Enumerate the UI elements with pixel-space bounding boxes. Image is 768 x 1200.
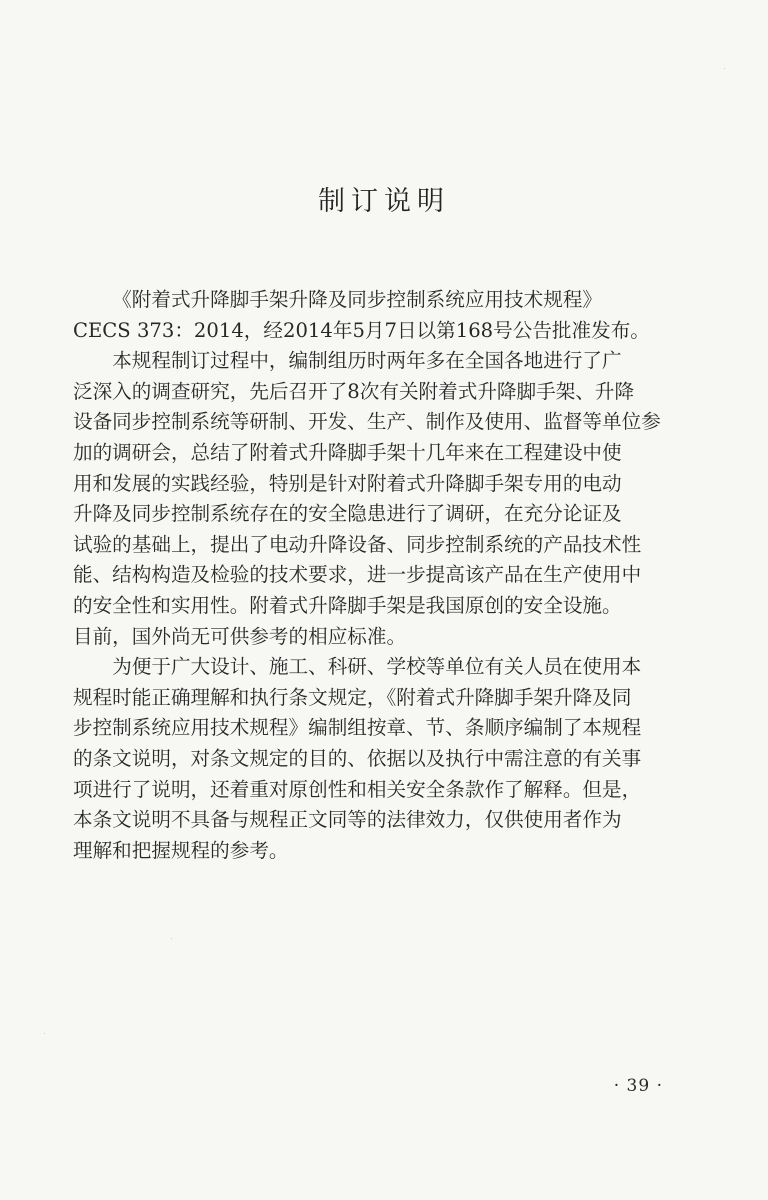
paragraph-line: 理解和把握规程的参考。 [73,838,289,862]
paragraph-line: 规程时能正确理解和执行条文规定，《附着式升降脚手架升降及同 [73,685,632,709]
paragraph-line: 升降及同步控制系统存在的安全隐患进行了调研，在充分论证及 [73,502,622,526]
paragraph-line: 本规程制订过程中，编制组历时两年多在全国各地进行了广 [112,349,622,373]
paragraph-line: 的条文说明，对条文规定的目的、依据以及执行中需注意的有关事 [73,746,642,770]
paper-speck [44,1033,45,1034]
page-title: 制订说明 [318,186,450,217]
paragraph-line: 为便于广大设计、施工、科研、学校等单位有关人员在使用本 [112,655,642,679]
page-number: · 39 · [613,1076,663,1096]
document-body [73,285,698,866]
paragraph-line: CECS 373：2014，经2014年5月7日以第168号公告批准发布。 [73,318,650,342]
paragraph-line: 《附着式升降脚手架升降及同步控制系统应用技术规程》 [112,288,603,311]
paragraph-line: 加的调研会，总结了附着式升降脚手架十几年来在工程建设中使 [73,440,622,464]
paragraph-line: 目前，国外尚无可供参考的相应标准。 [73,624,407,648]
paragraph-line: 泛深入的调查研究，先后召开了8次有关附着式升降脚手架、升降 [73,379,635,403]
paragraph-line: 的安全性和实用性。附着式升降脚手架是我国原创的安全设施。 [73,593,622,617]
paper-speck [171,938,172,939]
paragraph-line: 项进行了说明，还着重对原创性和相关安全条款作了解释。但是， [73,777,642,801]
paragraph-line: 步控制系统应用技术规程》编制组按章、节、条顺序编制了本规程 [73,716,642,740]
paragraph-line: 本条文说明不具备与规程正文同等的法律效力，仅供使用者作为 [73,808,622,832]
paragraph-line: 设备同步控制系统等研制、开发、生产、制作及使用、监督等单位参 [73,410,661,434]
paragraph-line: 试验的基础上，提出了电动升降设备、同步控制系统的产品技术性 [73,532,642,556]
paragraph-line: 能、结构构造及检验的技术要求，进一步提高该产品在生产使用中 [73,563,642,587]
paper-speck [724,68,725,69]
paragraph-line: 用和发展的实践经验，特别是针对附着式升降脚手架专用的电动 [73,471,622,495]
